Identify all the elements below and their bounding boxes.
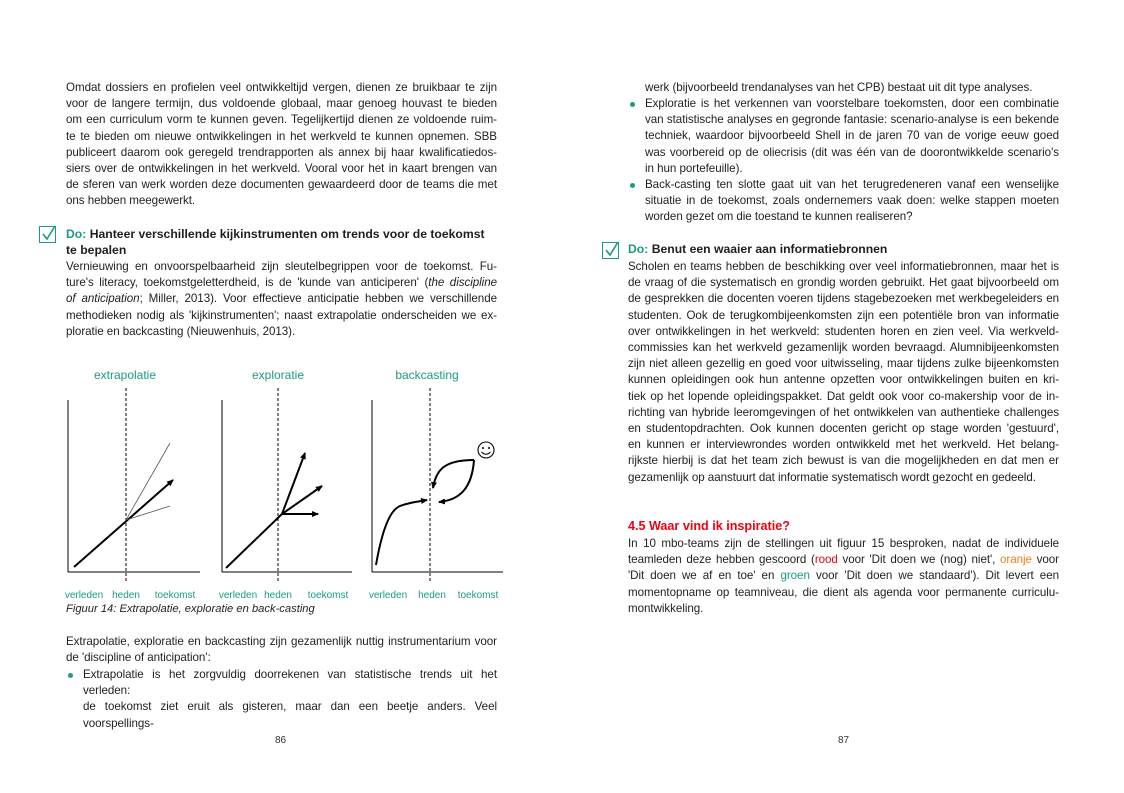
list-item: [628, 96, 1059, 177]
axis-label-toekomst: toekomst: [154, 590, 196, 601]
text-line: momentopname op teamniveau, die dient als agenda voor permanente curriculu-: [628, 585, 1059, 599]
text-line: commissies kan het werkveld gezamenlijk worden bevraagd. Alumnibijeenkomsten: [628, 341, 1059, 355]
color-word-green: groen: [780, 569, 810, 583]
text-line: Extrapolatie, exploratie en backcasting zijn gezamenlijk nuttig instrumentarium voor: [66, 635, 497, 648]
intro-paragraph: [66, 80, 497, 210]
text-line: Extrapolatie is het zorgvuldig doorrekenen van statistische trends uit het verleden:: [83, 668, 497, 698]
do-label: Do:: [628, 242, 649, 256]
checkmark-box-icon: [602, 242, 619, 259]
bullet-list: [628, 96, 1059, 226]
panel-extrapolatie: [68, 388, 200, 582]
bullet-list: [66, 667, 497, 732]
do-heading-1: [66, 226, 506, 258]
section-paragraph: [628, 536, 1059, 617]
axis-label-verleden: verleden: [218, 590, 258, 601]
text-line: studenten. Ook de terugkombijeenkomsten zijn een potentiële bron van informatie: [628, 308, 1059, 322]
text-line: gezamenlijk op aanstuurt dat informatie systematisch wordt gezocht en gedeeld.: [628, 470, 1036, 484]
text-line: en kunnen er interviewrondes worden ontwikkeld met het werkveld. Het belang-: [628, 438, 1059, 452]
panel-title-backcasting: backcasting: [395, 368, 459, 382]
text-line: situatie in de toekomst, zoals ondernemers vaak doen: welke stappen moeten: [645, 194, 1059, 208]
do-heading-2: [628, 241, 1068, 257]
do1-paragraph: [66, 259, 497, 340]
figure-caption: Figuur 14: Extrapolatie, exploratie en back-casting: [66, 603, 315, 615]
smiley-icon: [478, 442, 494, 458]
checkmark-box-icon: [39, 226, 56, 243]
text-line: Exploratie is het verkennen van voorstelbare toekomsten, door een combinatie: [645, 97, 1059, 110]
section-heading: 4.5 Waar vind ik inspiratie?: [628, 519, 790, 533]
text-line: Vernieuwing en onvoorspelbaarheid zijn sleutelbegrippen voor de toekomst. Fu-: [66, 260, 497, 273]
panel-title-extrapolatie: extrapolatie: [93, 368, 157, 382]
text-line: montwikkeling.: [628, 601, 704, 615]
text-line: in hun portefeuille).: [645, 161, 743, 175]
text-line: ons hebben meegewerkt.: [66, 194, 196, 208]
axis-label-heden: heden: [112, 590, 140, 601]
panel-exploratie: [222, 388, 352, 582]
panel-backcasting: [372, 388, 503, 582]
text-line: over ontwikkelingen in het werkveld: studenten horen en zien veel. Via werkveld-: [628, 324, 1059, 338]
list-item: [66, 667, 497, 732]
page-number: 86: [275, 735, 287, 746]
do-title-line: te bepalen: [66, 243, 127, 257]
color-word-red: rood: [814, 553, 838, 567]
do-label: Do:: [66, 227, 87, 241]
page-number: 87: [838, 735, 850, 746]
text-line: zijn niet alleen gezellig en goed voor uitwisseling, maar tijdens zulke bijeenkomsten: [628, 357, 1059, 371]
text-line: of anticipation; Miller, 2013). Voor effectieve anticipatie hebben we verschillende: [66, 292, 498, 306]
text-line: de vraag of die systematisch en grondig worden gebruikt. Het gaat bijvoorbeeld om: [628, 276, 1059, 290]
text-line: techniek, waardoor bijvoorbeeld Shell in de jaren 70 van de vorige eeuw goed: [645, 129, 1059, 143]
bullet-dot-icon: [630, 183, 635, 188]
axis-label-heden: heden: [264, 590, 292, 601]
text-line: de gesprekken die docenten voeren tijdens stagebezoeken met werkbegeleiders en: [628, 292, 1059, 306]
axis-label-toekomst: toekomst: [457, 590, 499, 601]
text-line: worden gezet om die toestand te kunnen realiseren?: [645, 210, 913, 224]
list-item: [628, 177, 1059, 226]
text-line: siers over de ontwikkelingen in het werkveld. Vooral voor het in kaart brengen van: [66, 162, 497, 176]
text-line: werk (bijvoorbeeld trendanalyses van het CPB) bestaat uit dit type analyses.: [645, 81, 1033, 94]
continued-line: [645, 80, 1060, 96]
text-line: Omdat dossiers en profielen veel ontwikkeltijd vergen, dienen ze bruikbaar te zijn: [66, 81, 497, 94]
do-title-line: Benut een waaier aan informatiebronnen: [651, 242, 888, 256]
text-line: teamleden deze hebben gescoord (rood voor 'Dit doen we (nog) niet', oranje voor: [628, 553, 1059, 567]
text-line: ture's literacy, toekomstgeletterdheid, is de 'kunde van anticiperen' (the discipline: [66, 276, 497, 290]
panel-title-exploratie: exploratie: [251, 368, 305, 382]
text-line: 'Dit doen we af en toe' en groen voor 'Dit doen we standaard'). Dit levert een: [628, 569, 1059, 583]
text-line: ploratie en backcasting (Nieuwenhuis, 2013).: [66, 324, 296, 338]
text-line: Scholen en teams hebben de beschikking over veel informatiebronnen, maar het is: [628, 260, 1059, 273]
text-line: tiek op het lopende opleidingspakket. Dat geldt ook voor co-makership voor de in-: [628, 389, 1059, 403]
text-line: van statistische analyses en gegronde fantasie: scenario-analyse is een bekende: [645, 113, 1059, 127]
futures-figure: [60, 360, 510, 610]
text-line: om een curriculum vorm te kunnen geven. Tegelijkertijd dienen ze voldoende ruim-: [66, 113, 497, 127]
color-word-orange: oranje: [1000, 553, 1032, 567]
axis-label-verleden: verleden: [368, 590, 408, 601]
text-line: te te bieden om nieuwe ontwikkelingen in het werkveld te kunnen opnemen. SBB: [66, 129, 497, 143]
text-line: de toekomst ziet eruit als gisteren, maar dan een beetje anders. Veel voorspellings-: [83, 700, 497, 730]
text-line: richting van hybride leeromgevingen of het ontwikkelen van authentieke challenges: [628, 405, 1059, 419]
text-line: rijkste hierbij is dat het team zich bewust is van die mogelijkheden en dat men er: [628, 454, 1059, 468]
text-line: publiceert daarom ook geregeld trendrapporten als annex bij haar kwalificatiedos-: [66, 145, 497, 159]
text-line: kunnen opleidingen ook hun antenne opzetten voor ontwikkelingen buiten en kri-: [628, 373, 1059, 387]
right-page: [562, 0, 1124, 793]
axis-label-verleden: verleden: [64, 590, 104, 601]
do-title-line: Hanteer verschillende kijkinstrumenten om trends voor de toekomst: [89, 227, 485, 241]
text-line: voor de langere termijn, dus voldoende globaal, maar genoeg houvast te bieden: [66, 97, 497, 111]
text-line: was voorbereid op de oliecrisis (dit was één van de doorontwikkelde scenario's: [645, 145, 1059, 159]
bullet-dot-icon: [68, 673, 73, 678]
text-line: methodieken nodig als 'kijkinstrumenten'; naast extrapolatie onderscheiden we ex-: [66, 308, 497, 322]
do2-paragraph: [628, 259, 1059, 486]
text-line: de sferen van werk worden deze documenten gewaardeerd door de teams die met: [66, 178, 497, 192]
text-line: de 'discipline of anticipation':: [66, 651, 211, 665]
axis-label-heden: heden: [418, 590, 446, 601]
bullet-dot-icon: [630, 102, 635, 107]
text-line: Back-casting ten slotte gaat uit van het terugredeneren vanaf een wenselijke: [645, 178, 1059, 192]
axis-label-toekomst: toekomst: [307, 590, 349, 601]
text-line: In 10 mbo-teams zijn de stellingen uit figuur 15 besproken, nadat de individuele: [628, 537, 1059, 550]
after-figure-paragraph: [66, 634, 497, 666]
text-line: en studentopdrachten. Ook kunnen docenten gericht op stage worden 'gestuurd',: [628, 422, 1059, 436]
